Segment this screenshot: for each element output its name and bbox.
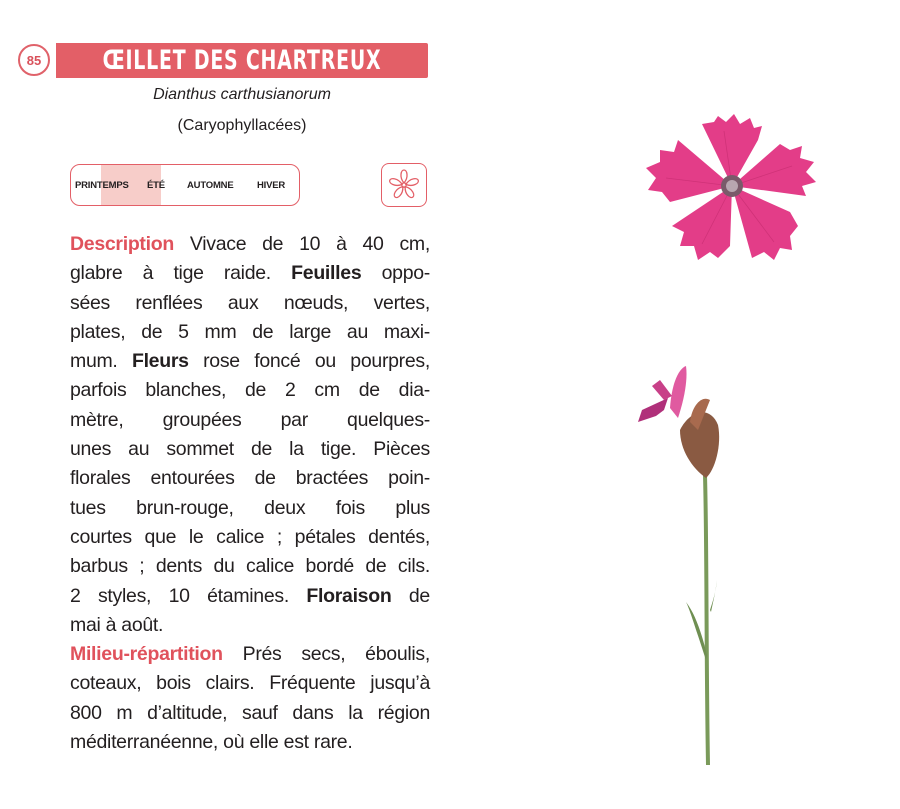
- description-line: [70, 523, 430, 552]
- description-line: [70, 376, 430, 405]
- text-run: unes au sommet de la tige. Pièces: [70, 438, 430, 461]
- text-run: coteaux, bois clairs. Fréquente jusqu’à: [70, 672, 430, 695]
- bud-illustration: [638, 366, 719, 478]
- description-line: [70, 406, 430, 435]
- description-line: [70, 289, 430, 318]
- title-bar: [56, 43, 428, 78]
- description-line: [70, 318, 430, 347]
- habitat-line: [70, 728, 430, 757]
- text-run: plates, de 5 mm de large au maxi-: [70, 320, 430, 343]
- text-run: glabre à tige raide.: [70, 262, 292, 285]
- description-line: [70, 347, 430, 376]
- description-line: [70, 582, 430, 611]
- description-line: [70, 230, 430, 259]
- flower-type-box: [381, 163, 427, 207]
- text-run: parfois blanches, de 2 cm de dia-: [70, 379, 430, 402]
- text-run: Vivace de 10 à 40 cm,: [173, 233, 430, 255]
- page-title: ŒILLET DES CHARTREUX: [102, 45, 382, 76]
- text-run: florales entourées de bractées poin-: [70, 467, 430, 490]
- description-line: [70, 494, 430, 523]
- text-run: méditerranéenne, où elle est rare.: [70, 731, 353, 754]
- text-run: mai à août.: [70, 613, 164, 636]
- description-line: [70, 259, 430, 288]
- text-run: barbus ; dents du calice bordé de cils.: [70, 555, 430, 578]
- bold-term: Floraison: [306, 584, 392, 607]
- habitat-line: [70, 669, 430, 698]
- season-autumn: AUTOMNE: [187, 179, 234, 191]
- season-winter: HIVER: [257, 179, 286, 191]
- page-number-badge: 85: [18, 44, 50, 76]
- season-selector: [70, 164, 300, 206]
- habitat-line: [70, 640, 430, 669]
- text-run: oppo-: [361, 262, 430, 285]
- description-line: [70, 611, 430, 640]
- bold-term: Feuilles: [291, 262, 362, 285]
- text-run: rose foncé ou pourpres,: [188, 350, 430, 373]
- description-line: [70, 464, 430, 493]
- bold-term: Fleurs: [131, 350, 189, 373]
- flower-head-illustration: [646, 114, 816, 260]
- text-run: mètre, groupées par quelques-: [70, 408, 430, 431]
- description-text: [70, 230, 430, 757]
- text-run: sées renflées aux nœuds, vertes,: [70, 291, 430, 314]
- text-run: 800 m d’altitude, sauf dans la région: [70, 701, 430, 724]
- description-heading: Description: [70, 233, 174, 255]
- text-run: de: [391, 584, 430, 607]
- flower-icon: [386, 167, 422, 203]
- text-run: tues brun-rouge, deux fois plus: [70, 496, 430, 519]
- season-spring: PRINTEMPS: [75, 179, 129, 191]
- text-run: courtes que le calice ; pétales dentés,: [70, 525, 430, 548]
- description-line: [70, 435, 430, 464]
- plant-family: (Caryophyllacées): [177, 117, 307, 134]
- description-line: [70, 552, 430, 581]
- text-run: mum.: [70, 350, 132, 373]
- text-run: 2 styles, 10 étamines.: [70, 584, 307, 607]
- habitat-line: [70, 699, 430, 728]
- season-summer: ÉTÉ: [147, 179, 165, 191]
- habitat-heading: Milieu-répartition: [70, 643, 223, 666]
- flower-photo: [560, 50, 880, 770]
- latin-name: Dianthus carthusianorum: [153, 86, 331, 103]
- text-run: Prés secs, éboulis,: [222, 643, 430, 666]
